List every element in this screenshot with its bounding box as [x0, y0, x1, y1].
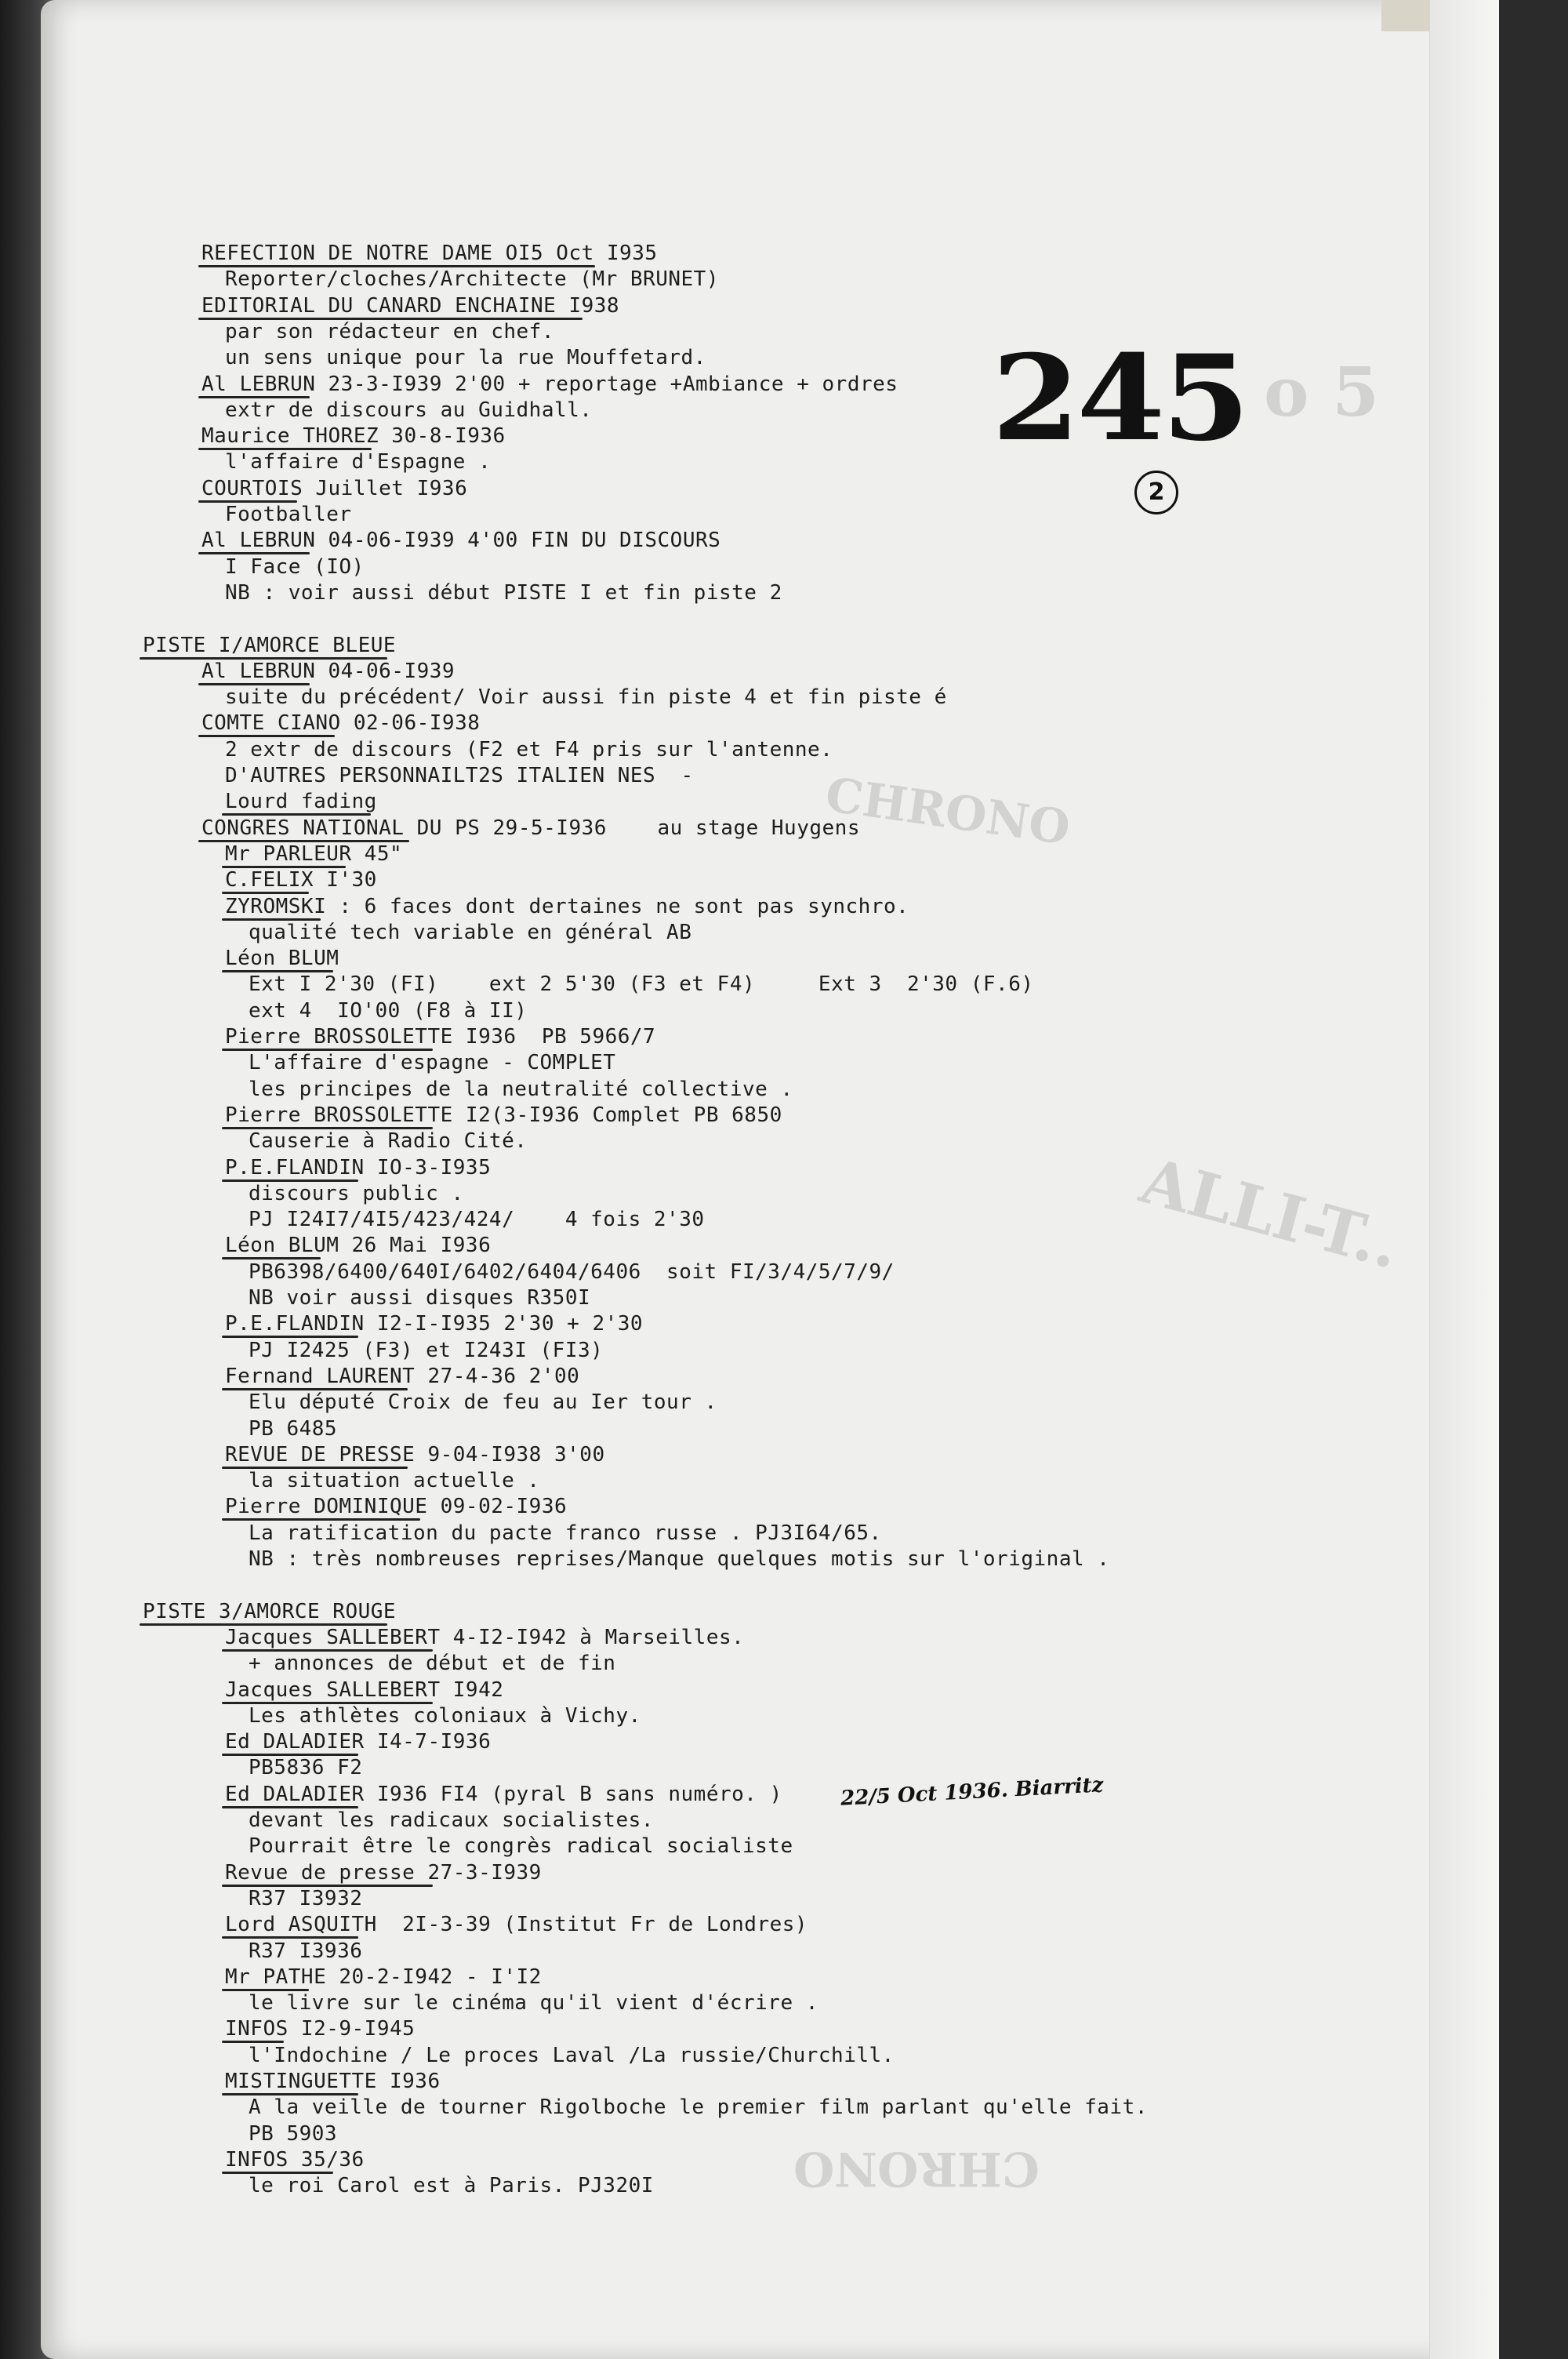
entry-heading-line: Pierre DOMINIQUE 09-02-I936: [225, 1495, 568, 1519]
entry-detail-line: NB : très nombreuses reprises/Manque quelques motis sur l'original .: [249, 1547, 1110, 1571]
entry-heading-line: Mr PATHE 20-2-I942 - I'I2: [225, 1965, 542, 1989]
entry-detail-line: + annonces de début et de fin: [249, 1652, 616, 1676]
entry-heading-line: Pierre BROSSOLETTE I936 PB 5966/7: [225, 1025, 656, 1049]
entry-detail-line: ext 4 IO'00 (F8 à II): [249, 998, 528, 1023]
entry-heading-line: Pierre BROSSOLETTE I2(3-I936 Complet PB 6850: [225, 1103, 782, 1127]
section-heading: PISTE I/AMORCE BLEUE: [143, 633, 397, 657]
entry-detail-line: I Face (IO): [225, 554, 365, 579]
entry-detail-line: Footballer: [225, 503, 352, 526]
entry-detail-line: R37 I3932: [249, 1886, 363, 1910]
entry-detail-line: l'Indochine / Le proces Laval /La russie/Churchill.: [249, 2043, 895, 2067]
entry-heading-line: Léon BLUM 26 Mai I936: [225, 1234, 492, 1258]
entry-heading-line: Al LEBRUN 23-3-I939 2'00 + reportage +Ambiance + ordres: [201, 372, 898, 396]
entry-detail-line: PB 6485: [249, 1416, 338, 1441]
entry-detail-line: Elu député Croix de feu au Ier tour .: [249, 1390, 717, 1415]
entry-heading-line: ZYROMSKI : 6 faces dont dertaines ne sont pas synchro.: [225, 894, 909, 918]
entry-heading-line: Jacques SALLEBERT I942: [225, 1677, 504, 1702]
entry-heading-line: Ed DALADIER I4-7-I936: [225, 1730, 492, 1754]
entry-detail-line: PB 5903: [249, 2121, 338, 2146]
entry-heading-line: Lourd fading: [225, 790, 377, 814]
entry-detail-line: A la veille de tourner Rigolboche le premier film parlant qu'elle fait.: [249, 2095, 1148, 2120]
entry-heading-line: Al LEBRUN 04-06-I939 4'00 FIN DU DISCOURS: [201, 529, 721, 553]
entry-heading-line: Maurice THOREZ 30-8-I936: [201, 424, 506, 449]
bleed-through-stamp: CHRONO: [793, 2141, 1040, 2196]
entry-detail-line: PJ I24I7/4I5/423/424/ 4 fois 2'30: [249, 1208, 705, 1232]
entry-detail-line: Ext I 2'30 (FI) ext 2 5'30 (F3 et F4) Ext 3 2'30 (F.6): [249, 972, 1034, 997]
entry-detail-line: La ratification du pacte franco russe . PJ3I64/65.: [249, 1521, 882, 1545]
entry-heading-line: P.E.FLANDIN IO-3-I935: [225, 1155, 492, 1180]
entry-detail-line: Les athlètes coloniaux à Vichy.: [249, 1703, 641, 1728]
entry-heading-line: P.E.FLANDIN I2-I-I935 2'30 + 2'30: [225, 1312, 644, 1336]
document-page: [41, 0, 1499, 2359]
entry-detail-line: NB : voir aussi début PISTE I et fin piste 2: [225, 580, 782, 605]
entry-heading-line: INFOS I2-9-I945: [225, 2017, 416, 2041]
section-heading: PISTE 3/AMORCE ROUGE: [143, 1599, 397, 1623]
entry-detail-line: NB voir aussi disques R350I: [249, 1286, 591, 1310]
entry-detail-line: suite du précédent/ Voir aussi fin piste 4 et fin piste é: [225, 685, 947, 710]
entry-heading-line: EDITORIAL DU CANARD ENCHAINE I938: [201, 293, 620, 318]
entry-heading-line: Mr PARLEUR 45": [225, 841, 403, 866]
entry-heading-line: Ed DALADIER I936 FI4 (pyral B sans numéro. ): [225, 1782, 782, 1806]
entry-heading-line: COMTE CIANO 02-06-I938: [201, 711, 481, 736]
entry-heading-line: Revue de presse 27-3-I939: [225, 1860, 542, 1885]
entry-heading-line: Fernand LAURENT 27-4-36 2'00: [225, 1364, 580, 1388]
bleed-through-stamp: o 5: [1264, 353, 1380, 432]
entry-detail-line: 2 extr de discours (F2 et F4 pris sur l'antenne.: [225, 737, 833, 761]
entry-detail-line: PJ I2425 (F3) et I243I (FI3): [249, 1338, 604, 1362]
entry-detail-line: L'affaire d'espagne - COMPLET: [249, 1051, 616, 1075]
entry-detail-line: discours public .: [249, 1181, 464, 1205]
entry-detail-line: la situation actuelle .: [249, 1469, 540, 1493]
entry-heading-line: CONGRES NATIONAL DU PS 29-5-I936 au stage Huygens: [201, 816, 860, 840]
entry-detail-line: PB5836 F2: [249, 1756, 363, 1780]
circled-number: 2: [1134, 471, 1178, 514]
entry-heading-line: Al LEBRUN 04-06-I939: [201, 659, 456, 683]
entry-heading-line: REVUE DE PRESSE 9-04-I938 3'00: [225, 1442, 605, 1467]
entry-detail-line: l'affaire d'Espagne .: [225, 450, 492, 474]
entry-heading-line: INFOS 35/36: [225, 2147, 365, 2172]
page-edge: [1429, 0, 1499, 2359]
bleed-through-stamp: ALLI-T..: [1133, 1143, 1408, 1283]
entry-detail-line: PB6398/6400/640I/6402/6404/6406 soit FI/3/4/5/7/9/: [249, 1259, 895, 1284]
entry-heading-line: MISTINGUETTE I936: [225, 2070, 441, 2093]
entry-detail-line: qualité tech variable en général AB: [249, 920, 692, 944]
entry-detail-line: R37 I3936: [249, 1939, 363, 1963]
entry-detail-line: le livre sur le cinéma qu'il vient d'écrire .: [249, 1991, 818, 2016]
entry-detail-line: Causerie à Radio Cité.: [249, 1129, 528, 1154]
entry-detail-line: extr de discours au Guidhall.: [225, 398, 593, 422]
entry-heading-line: Léon BLUM: [225, 947, 339, 971]
entry-heading-line: REFECTION DE NOTRE DAME OI5 Oct I935: [201, 242, 658, 265]
entry-detail-line: D'AUTRES PERSONNAILT2S ITALIEN NES -: [225, 764, 694, 787]
handwritten-note: 22/5 Oct 1936. Biarritz: [840, 1773, 1105, 1811]
entry-detail-line: les principes de la neutralité collective .: [249, 1077, 793, 1101]
entry-detail-line: devant les radicaux socialistes.: [249, 1808, 654, 1832]
entry-detail-line: Reporter/cloches/Architecte (Mr BRUNET): [225, 267, 719, 292]
entry-heading-line: COURTOIS Juillet I936: [201, 476, 468, 500]
bleed-through-stamp: CHRONO: [822, 767, 1074, 856]
entry-heading-line: Jacques SALLEBERT 4-I2-I942 à Marseilles.: [225, 1625, 745, 1649]
entry-heading-line: Lord ASQUITH 2I-3-39 (Institut Fr de Londres): [225, 1913, 808, 1937]
entry-detail-line: le roi Carol est à Paris. PJ320I: [249, 2174, 654, 2198]
entry-detail-line: Pourrait être le congrès radical socialiste: [249, 1834, 793, 1859]
entry-heading-line: C.FELIX I'30: [225, 868, 377, 892]
page-number-stamp: 245: [991, 329, 1247, 467]
entry-detail-line: un sens unique pour la rue Mouffetard.: [225, 346, 706, 370]
entry-detail-line: par son rédacteur en chef.: [225, 319, 554, 343]
